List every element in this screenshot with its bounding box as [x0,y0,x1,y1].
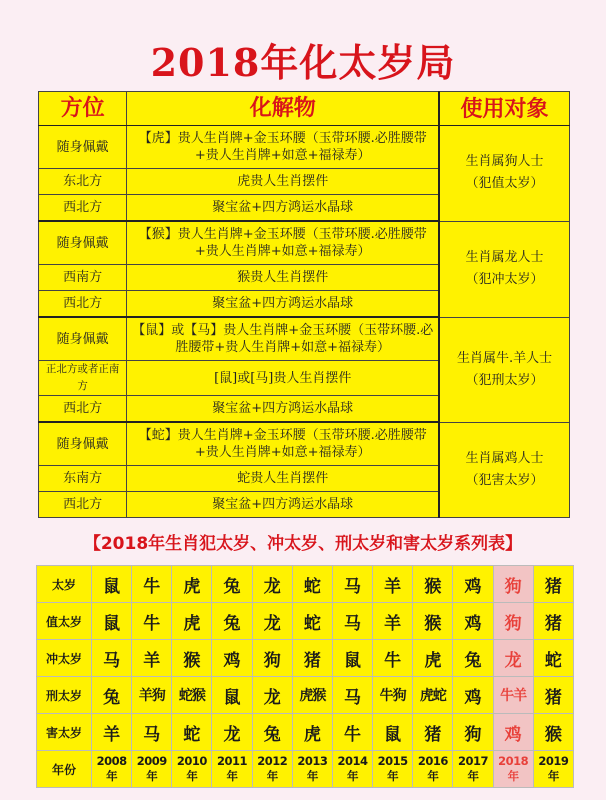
zodiac-cell: 鸡 [453,677,493,714]
target-line1: 生肖属鸡人士 [465,450,544,466]
row-label: 太岁 [37,566,92,603]
zodiac-cell: 猴 [533,714,573,751]
zodiac-cell: 羊 [132,640,172,677]
zodiac-cell: 蛇 [172,714,212,751]
position-cell: 西北方 [39,396,127,423]
zodiac-cell: 蛇 [292,603,332,640]
zodiac-cell: 虎猴 [292,677,332,714]
row-label: 害太岁 [37,714,92,751]
zodiac-cell: 鼠 [92,566,132,603]
zodiac-cell: 2013年 [292,751,332,788]
series-table-title: 【2018年生肖犯太岁、冲太岁、刑太岁和害太岁系列表】 [83,534,523,554]
zodiac-cell: 马 [332,566,372,603]
zodiac-cell: 羊 [373,603,413,640]
zodiac-cell: 猪 [533,677,573,714]
remedy-row [39,126,570,169]
remedy-table-header [39,92,570,126]
zodiac-cell: 龙 [252,603,292,640]
zodiac-cell: 虎 [292,714,332,751]
zodiac-cell: 狗 [453,714,493,751]
zodiac-cell: 虎蛇 [413,677,453,714]
remedy-table [38,91,570,518]
zodiac-cell: 蛇 [292,566,332,603]
zodiac-cell: 虎 [413,640,453,677]
target-cell [439,422,569,518]
zodiac-cell: 龙 [493,640,533,677]
row-label: 年份 [37,751,92,788]
item-cell: 【蛇】贵人生肖牌+金玉环腰（玉带环腰.必胜腰带+贵人生肖牌+如意+福禄寿） [127,422,439,466]
target-line2: （犯刑太岁） [465,372,544,388]
zodiac-cell: 2012年 [252,751,292,788]
position-cell: 随身佩戴 [39,126,127,169]
target-line2: （犯害太岁） [465,472,544,488]
zodiac-cell: 猴 [172,640,212,677]
zodiac-cell: 牛羊 [493,677,533,714]
zodiac-cell: 2011年 [212,751,252,788]
zodiac-cell: 蛇 [533,640,573,677]
zodiac-cell: 2015年 [373,751,413,788]
zodiac-cell: 猴 [413,566,453,603]
target-line1: 生肖属龙人士 [465,250,544,265]
zodiac-cell: 2017年 [453,751,493,788]
item-cell: 聚宝盆+四方鸿运水晶球 [127,492,439,518]
item-cell: 【虎】贵人生肖牌+金玉环腰（玉带环腰.必胜腰带+贵人生肖牌+如意+福禄寿） [127,126,439,169]
zodiac-cell: 猪 [533,603,573,640]
zodiac-cell: 猪 [413,714,453,751]
header-position: 方位 [39,92,127,126]
zodiac-cell: 牛狗 [373,677,413,714]
zodiac-cell: 2018年 [493,751,533,788]
zodiac-cell: 龙 [252,566,292,603]
target-line1: 生肖属牛.羊人士 [456,350,553,366]
zodiac-cell: 猪 [292,640,332,677]
zodiac-row [37,603,574,640]
zodiac-series-table [36,565,574,788]
zodiac-row [37,751,574,788]
zodiac-cell: 马 [92,640,132,677]
zodiac-cell: 虎 [172,566,212,603]
zodiac-cell: 牛 [132,566,172,603]
position-cell: 西北方 [39,291,127,318]
item-cell: [鼠]或[马]贵人生肖摆件 [127,361,439,396]
zodiac-cell: 鸡 [212,640,252,677]
target-line1: 生肖属狗人士 [465,154,544,170]
zodiac-cell: 兔 [92,677,132,714]
remedy-row [39,221,570,265]
zodiac-cell: 龙 [252,677,292,714]
position-cell: 西北方 [39,492,127,518]
zodiac-cell: 马 [332,677,372,714]
zodiac-cell: 马 [132,714,172,751]
item-cell: 猴贵人生肖摆件 [127,265,439,291]
position-cell: 正北方或者正南方 [39,361,127,396]
zodiac-cell: 牛 [373,640,413,677]
zodiac-cell: 鸡 [453,603,493,640]
zodiac-cell: 狗 [493,603,533,640]
zodiac-cell: 2019年 [533,751,573,788]
zodiac-cell: 2016年 [413,751,453,788]
zodiac-row [37,640,574,677]
zodiac-row [37,566,574,603]
item-cell: 聚宝盆+四方鸿运水晶球 [127,195,439,222]
zodiac-cell: 鼠 [373,714,413,751]
target-line2: （犯值太岁） [465,176,544,192]
zodiac-cell: 兔 [252,714,292,751]
zodiac-cell: 牛 [132,603,172,640]
zodiac-cell: 兔 [212,603,252,640]
row-label: 冲太岁 [37,640,92,677]
zodiac-cell: 牛 [332,714,372,751]
zodiac-row [37,677,574,714]
position-cell: 随身佩戴 [39,422,127,466]
zodiac-cell: 兔 [212,566,252,603]
item-cell: 虎贵人生肖摆件 [127,169,439,195]
item-cell: 聚宝盆+四方鸿运水晶球 [127,396,439,423]
position-cell: 东南方 [39,466,127,492]
remedy-row [39,317,570,361]
header-target: 使用对象 [439,92,569,126]
zodiac-cell: 鸡 [493,714,533,751]
position-cell: 西南方 [39,265,127,291]
row-label: 值太岁 [37,603,92,640]
position-cell: 西北方 [39,195,127,222]
item-cell: 【猴】贵人生肖牌+金玉环腰（玉带环腰.必胜腰带+贵人生肖牌+如意+福禄寿） [127,221,439,265]
target-cell [439,317,569,422]
item-cell: 蛇贵人生肖摆件 [127,466,439,492]
zodiac-cell: 虎 [172,603,212,640]
zodiac-cell: 2014年 [332,751,372,788]
target-line2: （犯冲太岁） [465,272,544,287]
remedy-row [39,422,570,466]
zodiac-cell: 兔 [453,640,493,677]
zodiac-cell: 鼠 [92,603,132,640]
zodiac-cell: 2009年 [132,751,172,788]
position-cell: 随身佩戴 [39,221,127,265]
item-cell: 聚宝盆+四方鸿运水晶球 [127,291,439,318]
zodiac-cell: 猴 [413,603,453,640]
zodiac-cell: 狗 [252,640,292,677]
target-cell [439,126,569,222]
zodiac-cell: 鼠 [212,677,252,714]
zodiac-cell: 羊狗 [132,677,172,714]
zodiac-cell: 蛇猴 [172,677,212,714]
header-item: 化解物 [127,92,439,126]
zodiac-cell: 2008年 [92,751,132,788]
zodiac-cell: 龙 [212,714,252,751]
position-cell: 随身佩戴 [39,317,127,361]
zodiac-cell: 狗 [493,566,533,603]
zodiac-cell: 猪 [533,566,573,603]
page-title: 2018年化太岁局 [150,40,456,85]
position-cell: 东北方 [39,169,127,195]
target-cell [439,221,569,317]
zodiac-cell: 羊 [92,714,132,751]
zodiac-cell: 鸡 [453,566,493,603]
zodiac-cell: 鼠 [332,640,372,677]
zodiac-cell: 2010年 [172,751,212,788]
zodiac-cell: 马 [332,603,372,640]
zodiac-row [37,714,574,751]
zodiac-cell: 羊 [373,566,413,603]
row-label: 刑太岁 [37,677,92,714]
item-cell: 【鼠】或【马】贵人生肖牌+金玉环腰（玉带环腰.必胜腰带+贵人生肖牌+如意+福禄寿） [127,317,439,361]
